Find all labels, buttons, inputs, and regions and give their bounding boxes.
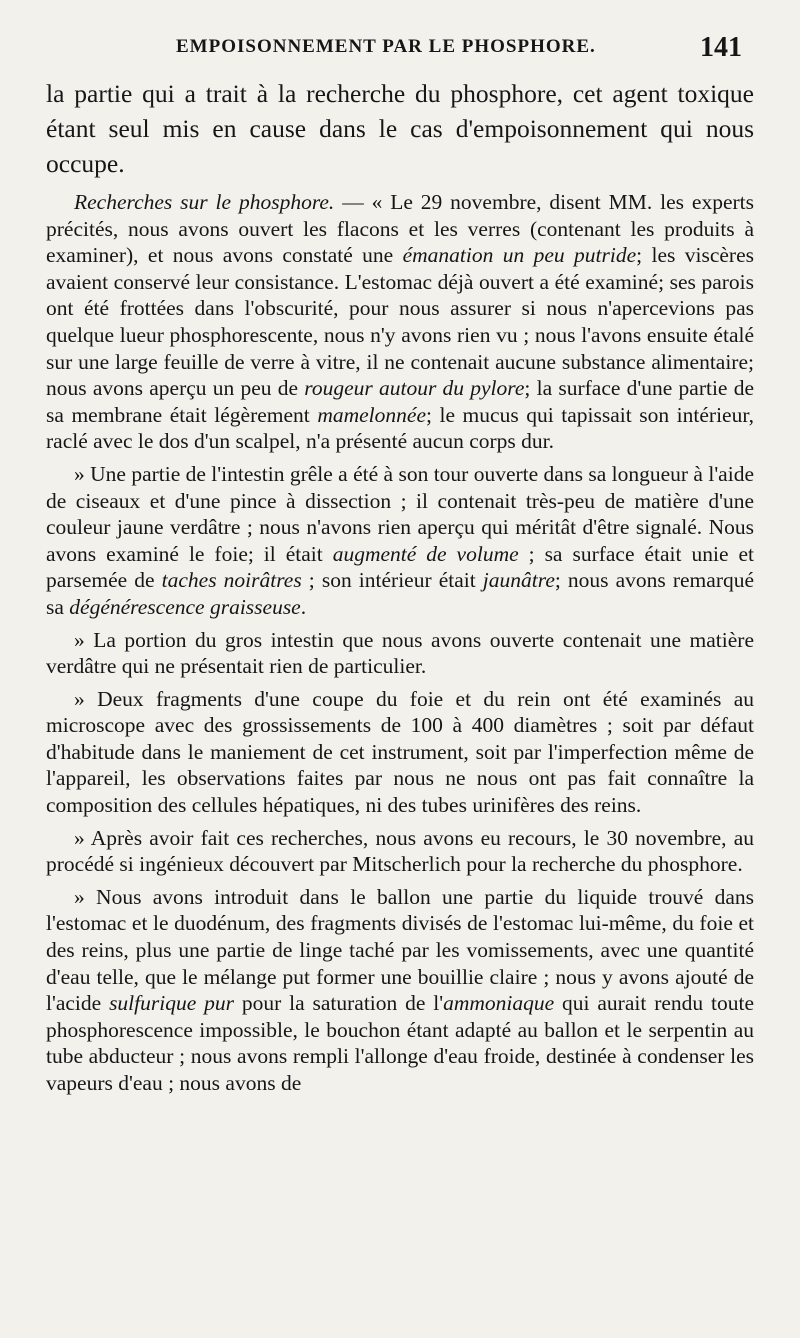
- italic-span: ammoniaque: [443, 991, 555, 1016]
- paragraph-continuation: [46, 76, 754, 181]
- text-span: ; sa surface était unie et parsemée de: [46, 541, 754, 593]
- text-span: ; les viscères avaient conservé leur consistance. L'estomac déjà ouvert a été examiné; ses parois ont été frottées dans l'obscurité, pour nous assurer si nous n'apercevions pas quelque lueur phosphorescente, nous n'y avons rien vu ; nous l'avons ensuite étalé sur une large feuille de verre à vitre, il ne contenait aucune substance alimentaire; nous avons aperçu un peu de: [46, 243, 755, 401]
- text-span: » Nous avons introduit dans le ballon une partie du liquide trouvé dans l'estomac et le duodénum, des fragments divisés de l'estomac lui-même, du foie et des reins, plus une partie de linge taché par les vomissements, avec une quantité d'eau telle, que le mélange put former une bouillie claire ; nous y avons ajouté de l'acide: [46, 884, 754, 1016]
- italic-span: dégénérescence graisseuse: [69, 594, 301, 619]
- paragraph-gros-intestin: [46, 627, 754, 680]
- page-header: [46, 32, 742, 64]
- text-span: qui aurait rendu toute phosphorescence impossible, le bouchon étant adapté au ballon et le serpentin au tube abducteur ; nous avons rempli l'allonge d'eau froide, destinée à condenser les vapeurs d'eau ; nous avons de: [46, 991, 754, 1095]
- text-span: » Deux fragments d'une coupe du foie et du rein ont été examinés au microscope avec des grossissements de 100 à 400 diamètres ; soit par défaut d'habitude dans le maniement de cet instrument, soit par l'imperfection même de l'appareil, les observations faites par nous ne nous ont pas fait connaître la composition des cellules hépatiques, ni des tubes urinifères des reins.: [46, 686, 754, 818]
- italic-span: émanation un peu putride: [402, 243, 637, 268]
- italic-span: rougeur autour du pylore: [304, 376, 525, 401]
- italic-span: sulfurique pur: [109, 991, 234, 1016]
- text-span: ; son intérieur était: [301, 568, 483, 593]
- italic-span: mamelonnée: [317, 402, 426, 427]
- section-heading-recherches: Recherches sur le phosphore.: [74, 190, 335, 214]
- text-span: — « Le 29 novembre, disent MM. les experts précités, nous avons ouvert les flacons et les verres (contenant les produits à examiner), et nous avons constaté une: [46, 190, 755, 268]
- text-span: » La portion du gros intestin que nous avons ouverte contenait une matière verdâtre qui ne présentait rien de particulier.: [46, 627, 754, 679]
- text-span: la partie qui a trait à la recherche du phosphore, cet agent toxique étant seul mis en cause dans le cas d'empoisonnement qui nous occupe.: [46, 79, 754, 178]
- text-span: » Après avoir fait ces recherches, nous avons eu recours, le 30 novembre, au procédé si ingénieux découvert par Mitscherlich pour la recherche du phosphore.: [46, 825, 754, 877]
- text-span: ; nous avons remarqué sa: [46, 568, 755, 619]
- paragraph-ballon: [46, 884, 754, 1097]
- text-span: pour la saturation de l': [233, 991, 444, 1016]
- page-body: [46, 76, 754, 1103]
- paragraph-microscope: [46, 686, 754, 819]
- paragraph-intestin-grele: [46, 461, 754, 621]
- italic-span: jaunâtre: [482, 568, 555, 593]
- text-span: ; la surface d'une partie de sa membrane était légèrement: [46, 376, 754, 427]
- italic-span: taches noirâtres: [161, 568, 302, 593]
- page-number: 141: [700, 32, 742, 63]
- italic-span: augmenté de volume: [332, 541, 519, 566]
- running-title: EMPOISONNEMENT PAR LE PHOSPHORE.: [176, 36, 596, 57]
- paragraph-recherches: [46, 189, 754, 455]
- text-span: .: [300, 594, 307, 619]
- text-span: » Une partie de l'intestin grêle a été à son tour ouverte dans sa longueur à l'aide de ciseaux et d'une pince à dissection ; il contenait très-peu de matière d'une couleur jaune verdâtre ; nous n'avons rien aperçu qui méritât d'être signalé. Nous avons examiné le foie; il était: [46, 461, 754, 566]
- paragraph-mitscherlich: [46, 825, 754, 878]
- text-span: ; le mucus qui tapissait son intérieur, raclé avec le dos d'un scalpel, n'a présenté aucun corps dur.: [46, 402, 755, 454]
